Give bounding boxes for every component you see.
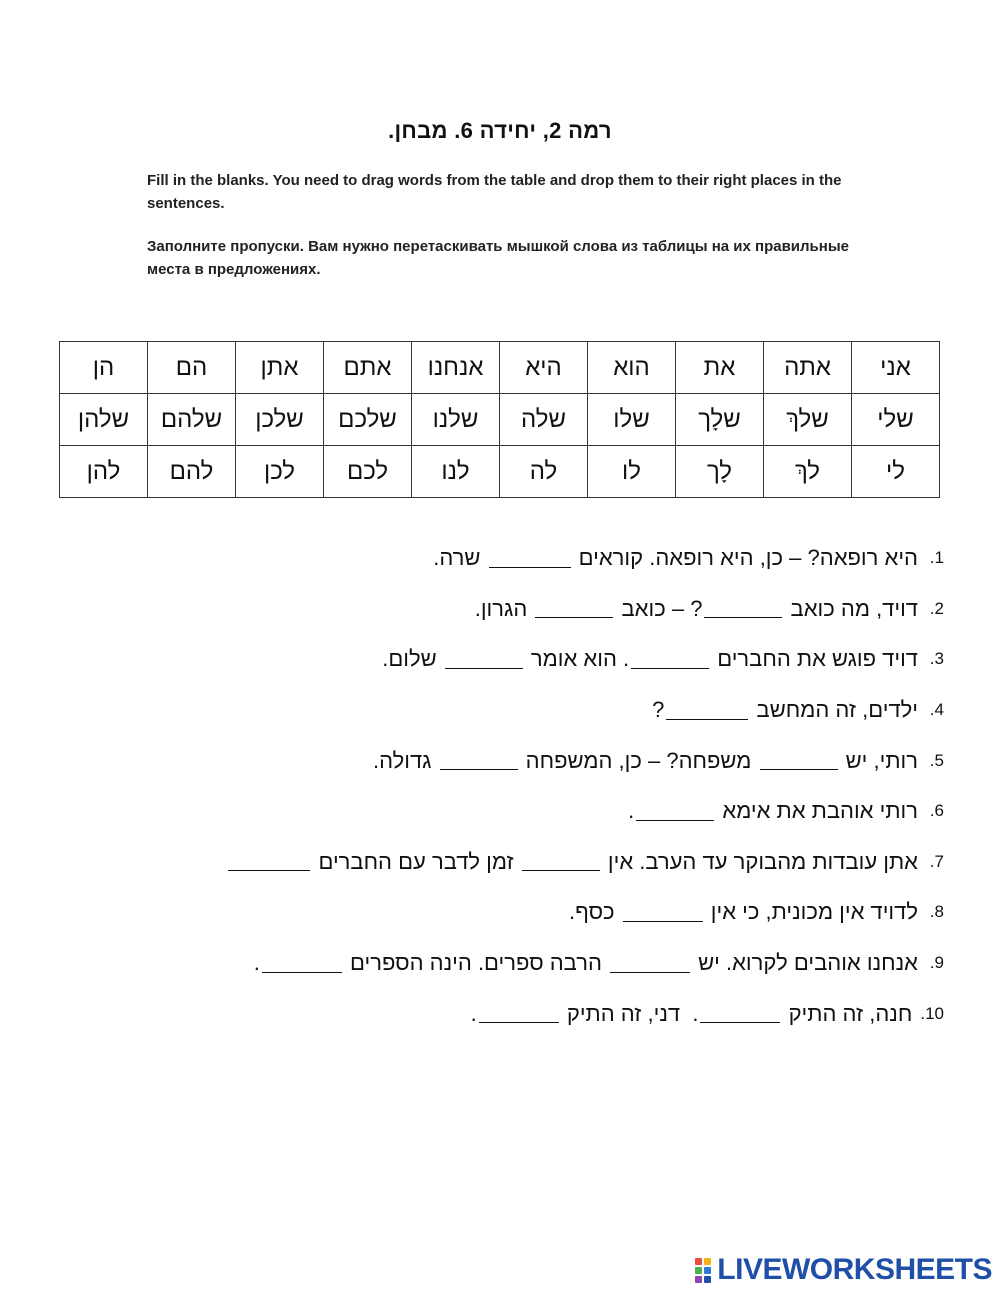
word-cell[interactable]: לָך <box>676 446 764 498</box>
sentence-text: . הוא אומר <box>524 646 630 672</box>
sentence-text: אתן עובדות מהבוקר עד הערב. אין <box>601 848 918 874</box>
sentence-number: 2. <box>929 598 944 618</box>
sentence-list <box>44 533 944 1039</box>
sentence-1 <box>44 533 944 584</box>
word-row <box>60 446 940 498</box>
answer-blank[interactable] <box>700 1004 780 1023</box>
sentence-text: כסף. <box>568 899 621 925</box>
sentence-text: הרבה ספרים. הינה הספרים <box>343 950 608 976</box>
sentence-text: חנה, זה התיק <box>782 1000 913 1026</box>
logo-text: LIVEWORKSHEETS <box>717 1253 992 1286</box>
word-cell[interactable]: לכן <box>236 446 324 498</box>
word-cell[interactable]: לה <box>500 446 588 498</box>
sentence-text: גדולה. <box>372 747 438 773</box>
word-cell[interactable]: שלָך <box>676 394 764 446</box>
word-cell[interactable]: לי <box>852 446 940 498</box>
sentence-text: הגרון. <box>474 595 534 621</box>
page-title: רמה 2, יחידה 6. מבחן. <box>388 118 612 143</box>
logo-icon <box>695 1258 711 1283</box>
sentence-number: 3. <box>929 649 944 669</box>
sentence-number: 4. <box>929 700 944 720</box>
logo-square <box>704 1258 711 1265</box>
sentence-text: . <box>470 1000 477 1026</box>
word-cell[interactable]: שלה <box>500 394 588 446</box>
word-bank-table <box>59 341 940 498</box>
logo-square <box>704 1276 711 1283</box>
sentence-number: 8. <box>929 902 944 922</box>
sentence-text: . <box>253 950 260 976</box>
answer-blank[interactable] <box>636 802 714 821</box>
word-cell[interactable]: לךְ <box>764 446 852 498</box>
answer-blank[interactable] <box>535 599 613 618</box>
sentence-text: ? <box>652 697 665 723</box>
logo-square <box>695 1276 702 1283</box>
word-row <box>60 394 940 446</box>
answer-blank[interactable] <box>631 650 709 669</box>
word-row <box>60 342 940 394</box>
sentence-text: שרה. <box>433 545 487 571</box>
sentence-text: דויד פוגש את החברים <box>711 646 918 672</box>
sentence-text: לדויד אין מכונית, כי אין <box>704 899 918 925</box>
word-cell[interactable]: אתן <box>236 342 324 394</box>
answer-blank[interactable] <box>489 549 571 568</box>
word-cell[interactable]: שלי <box>852 394 940 446</box>
sentence-9 <box>44 938 944 989</box>
logo-square <box>704 1267 711 1274</box>
sentence-number: 10. <box>920 1003 944 1023</box>
answer-blank[interactable] <box>610 954 690 973</box>
answer-blank[interactable] <box>445 650 523 669</box>
word-cell[interactable]: את <box>676 342 764 394</box>
word-cell[interactable]: שלךְ <box>764 394 852 446</box>
word-cell[interactable]: להן <box>60 446 148 498</box>
word-cell[interactable]: לכם <box>324 446 412 498</box>
answer-blank[interactable] <box>440 751 518 770</box>
sentence-text: רותי, יש <box>839 747 918 773</box>
sentence-8 <box>44 887 944 938</box>
word-cell[interactable]: אתה <box>764 342 852 394</box>
word-cell[interactable]: אתם <box>324 342 412 394</box>
sentence-number: 6. <box>929 801 944 821</box>
sentence-text: . <box>628 798 635 824</box>
word-cell[interactable]: להם <box>148 446 236 498</box>
liveworksheets-logo <box>695 1253 992 1287</box>
word-cell[interactable]: אנחנו <box>412 342 500 394</box>
answer-blank[interactable] <box>704 599 782 618</box>
word-cell[interactable]: הם <box>148 342 236 394</box>
answer-blank[interactable] <box>522 852 600 871</box>
answer-blank[interactable] <box>760 751 838 770</box>
sentence-3 <box>44 634 944 685</box>
instructions-english: Fill in the blanks. You need to drag words from the table and drop them to their right places in the sentences. <box>147 172 842 212</box>
sentence-7 <box>44 837 944 888</box>
sentence-number: 9. <box>929 953 944 973</box>
sentence-text: היא רופאה? – כן, היא רופאה. קוראים <box>572 545 918 571</box>
word-cell[interactable]: אני <box>852 342 940 394</box>
answer-blank[interactable] <box>623 903 703 922</box>
sentence-text: דויד, מה כואב <box>784 595 918 621</box>
sentence-text: רותי אוהבת את אימא <box>716 798 918 824</box>
word-cell[interactable]: שלכן <box>236 394 324 446</box>
sentence-text: זמן לדבר עם החברים <box>312 848 520 874</box>
sentence-text: . דני, זה התיק <box>560 1000 699 1026</box>
answer-blank[interactable] <box>479 1004 559 1023</box>
word-cell[interactable]: לו <box>588 446 676 498</box>
logo-square <box>695 1258 702 1265</box>
sentence-10 <box>44 988 944 1039</box>
sentence-text: ילדים, זה המחשב <box>750 697 918 723</box>
word-cell[interactable]: שלכם <box>324 394 412 446</box>
answer-blank[interactable] <box>666 701 748 720</box>
sentence-number: 7. <box>929 851 944 871</box>
word-cell[interactable]: הן <box>60 342 148 394</box>
sentence-text: ? – כואב <box>615 595 703 621</box>
word-cell[interactable]: לנו <box>412 446 500 498</box>
sentence-2 <box>44 584 944 635</box>
sentence-5 <box>44 735 944 786</box>
word-cell[interactable]: היא <box>500 342 588 394</box>
sentence-4 <box>44 685 944 736</box>
sentence-6 <box>44 786 944 837</box>
sentence-text: אנחנו אוהבים לקרוא. יש <box>692 950 918 976</box>
sentence-text: משפחה? – כן, המשפחה <box>519 747 758 773</box>
sentence-text: שלום. <box>382 646 443 672</box>
instructions-russian: Заполните пропуски. Вам нужно перетаскивать мышкой слова из таблицы на их правильные места в предложениях. <box>147 238 849 278</box>
word-cell[interactable]: הוא <box>588 342 676 394</box>
word-cell[interactable]: שלנו <box>412 394 500 446</box>
word-cell[interactable]: שלהם <box>148 394 236 446</box>
answer-blank[interactable] <box>228 852 310 871</box>
word-cell[interactable]: שלהן <box>60 394 148 446</box>
sentence-number: 1. <box>929 548 944 568</box>
word-cell[interactable]: שלו <box>588 394 676 446</box>
logo-square <box>695 1267 702 1274</box>
answer-blank[interactable] <box>262 954 342 973</box>
sentence-number: 5. <box>929 750 944 770</box>
